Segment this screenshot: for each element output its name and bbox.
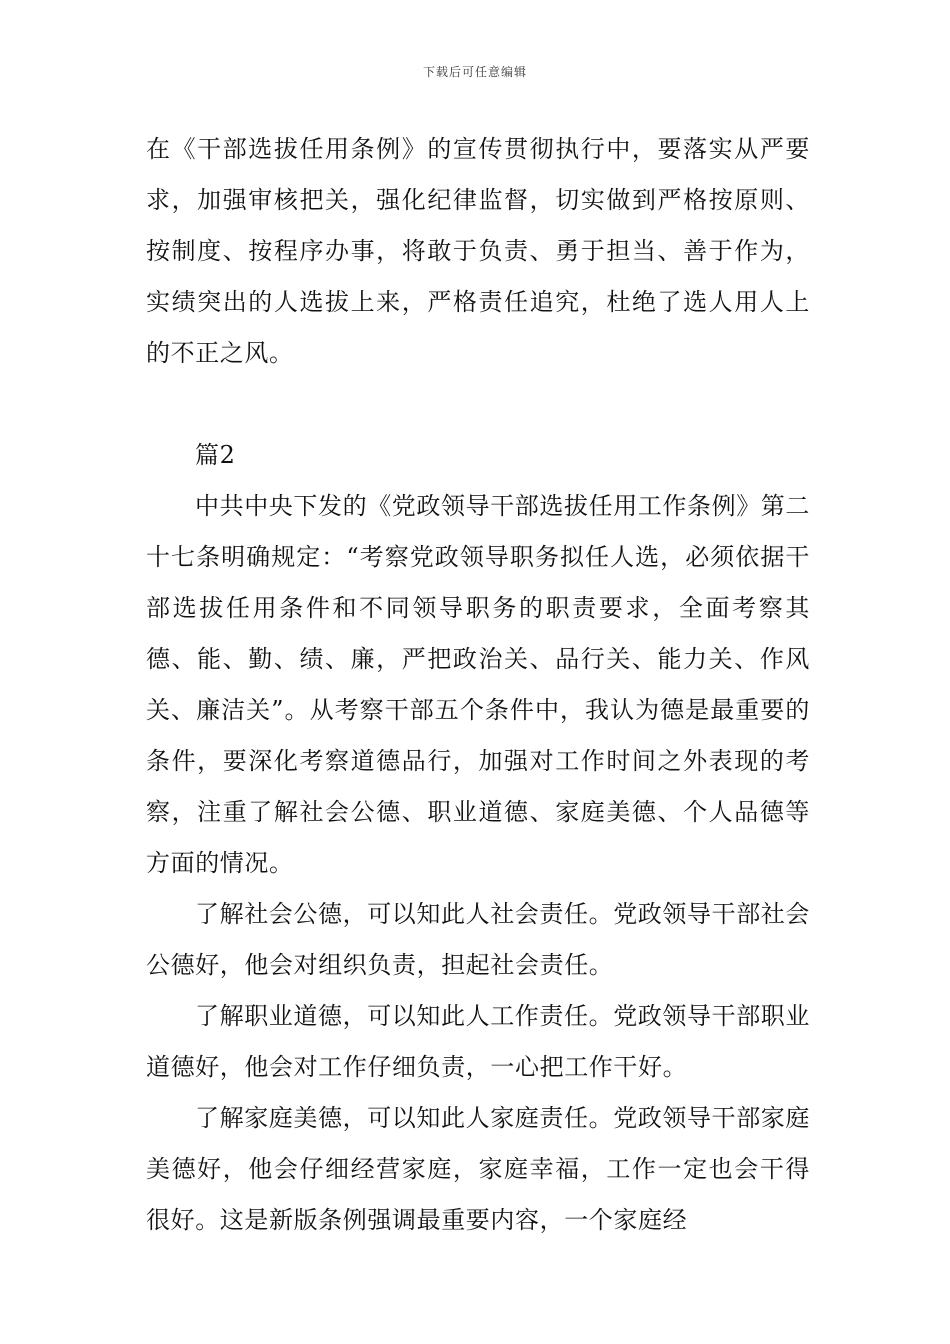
body-paragraph-3: 了解职业道德，可以知此人工作责任。党政领导干部职业道德好，他会对工作仔细负责，一心把工作干好。 — [146, 1002, 810, 1081]
page-header-note: 下载后可任意编辑 — [422, 65, 527, 79]
intro-paragraph: 在《干部选拔任用条例》的宣传贯彻执行中，要落实从严要求，加强审核把关，强化纪律监督，切实做到严格按原则、按制度、按程序办事，将敢于负责、勇于担当、善于作为，实绩突出的人选拔上来，严格责任追究，杜绝了选人用人上的不正之风。 — [146, 135, 810, 367]
body-paragraph-1: 中共中央下发的《党政领导干部选拔任用工作条例》第二十七条明确规定：“考察党政领导职务拟任人选，必须依据干部选拔任用条件和不同领导职务的职责要求，全面考察其德、能、勤、绩、廉，严把政治关、品行关、能力关、作风关、廉洁关”。从考察干部五个条件中，我认为德是最重要的条件，要深化考察道德品行，加强对工作时间之外表现的考察，注重了解社会公德、职业道德、家庭美德、个人品德等方面的情况。 — [146, 492, 810, 877]
body-paragraph-2: 了解社会公德，可以知此人社会责任。党政领导干部社会公德好，他会对组织负责，担起社会责任。 — [146, 900, 810, 979]
body-paragraph-4: 了解家庭美德，可以知此人家庭责任。党政领导干部家庭美德好，他会仔细经营家庭，家庭幸福，工作一定也会干得很好。这是新版条例强调最重要内容，一个家庭经 — [146, 1104, 810, 1234]
document-body — [146, 124, 810, 1246]
section-spacer — [146, 379, 810, 430]
section-title: 篇2 — [195, 441, 236, 469]
